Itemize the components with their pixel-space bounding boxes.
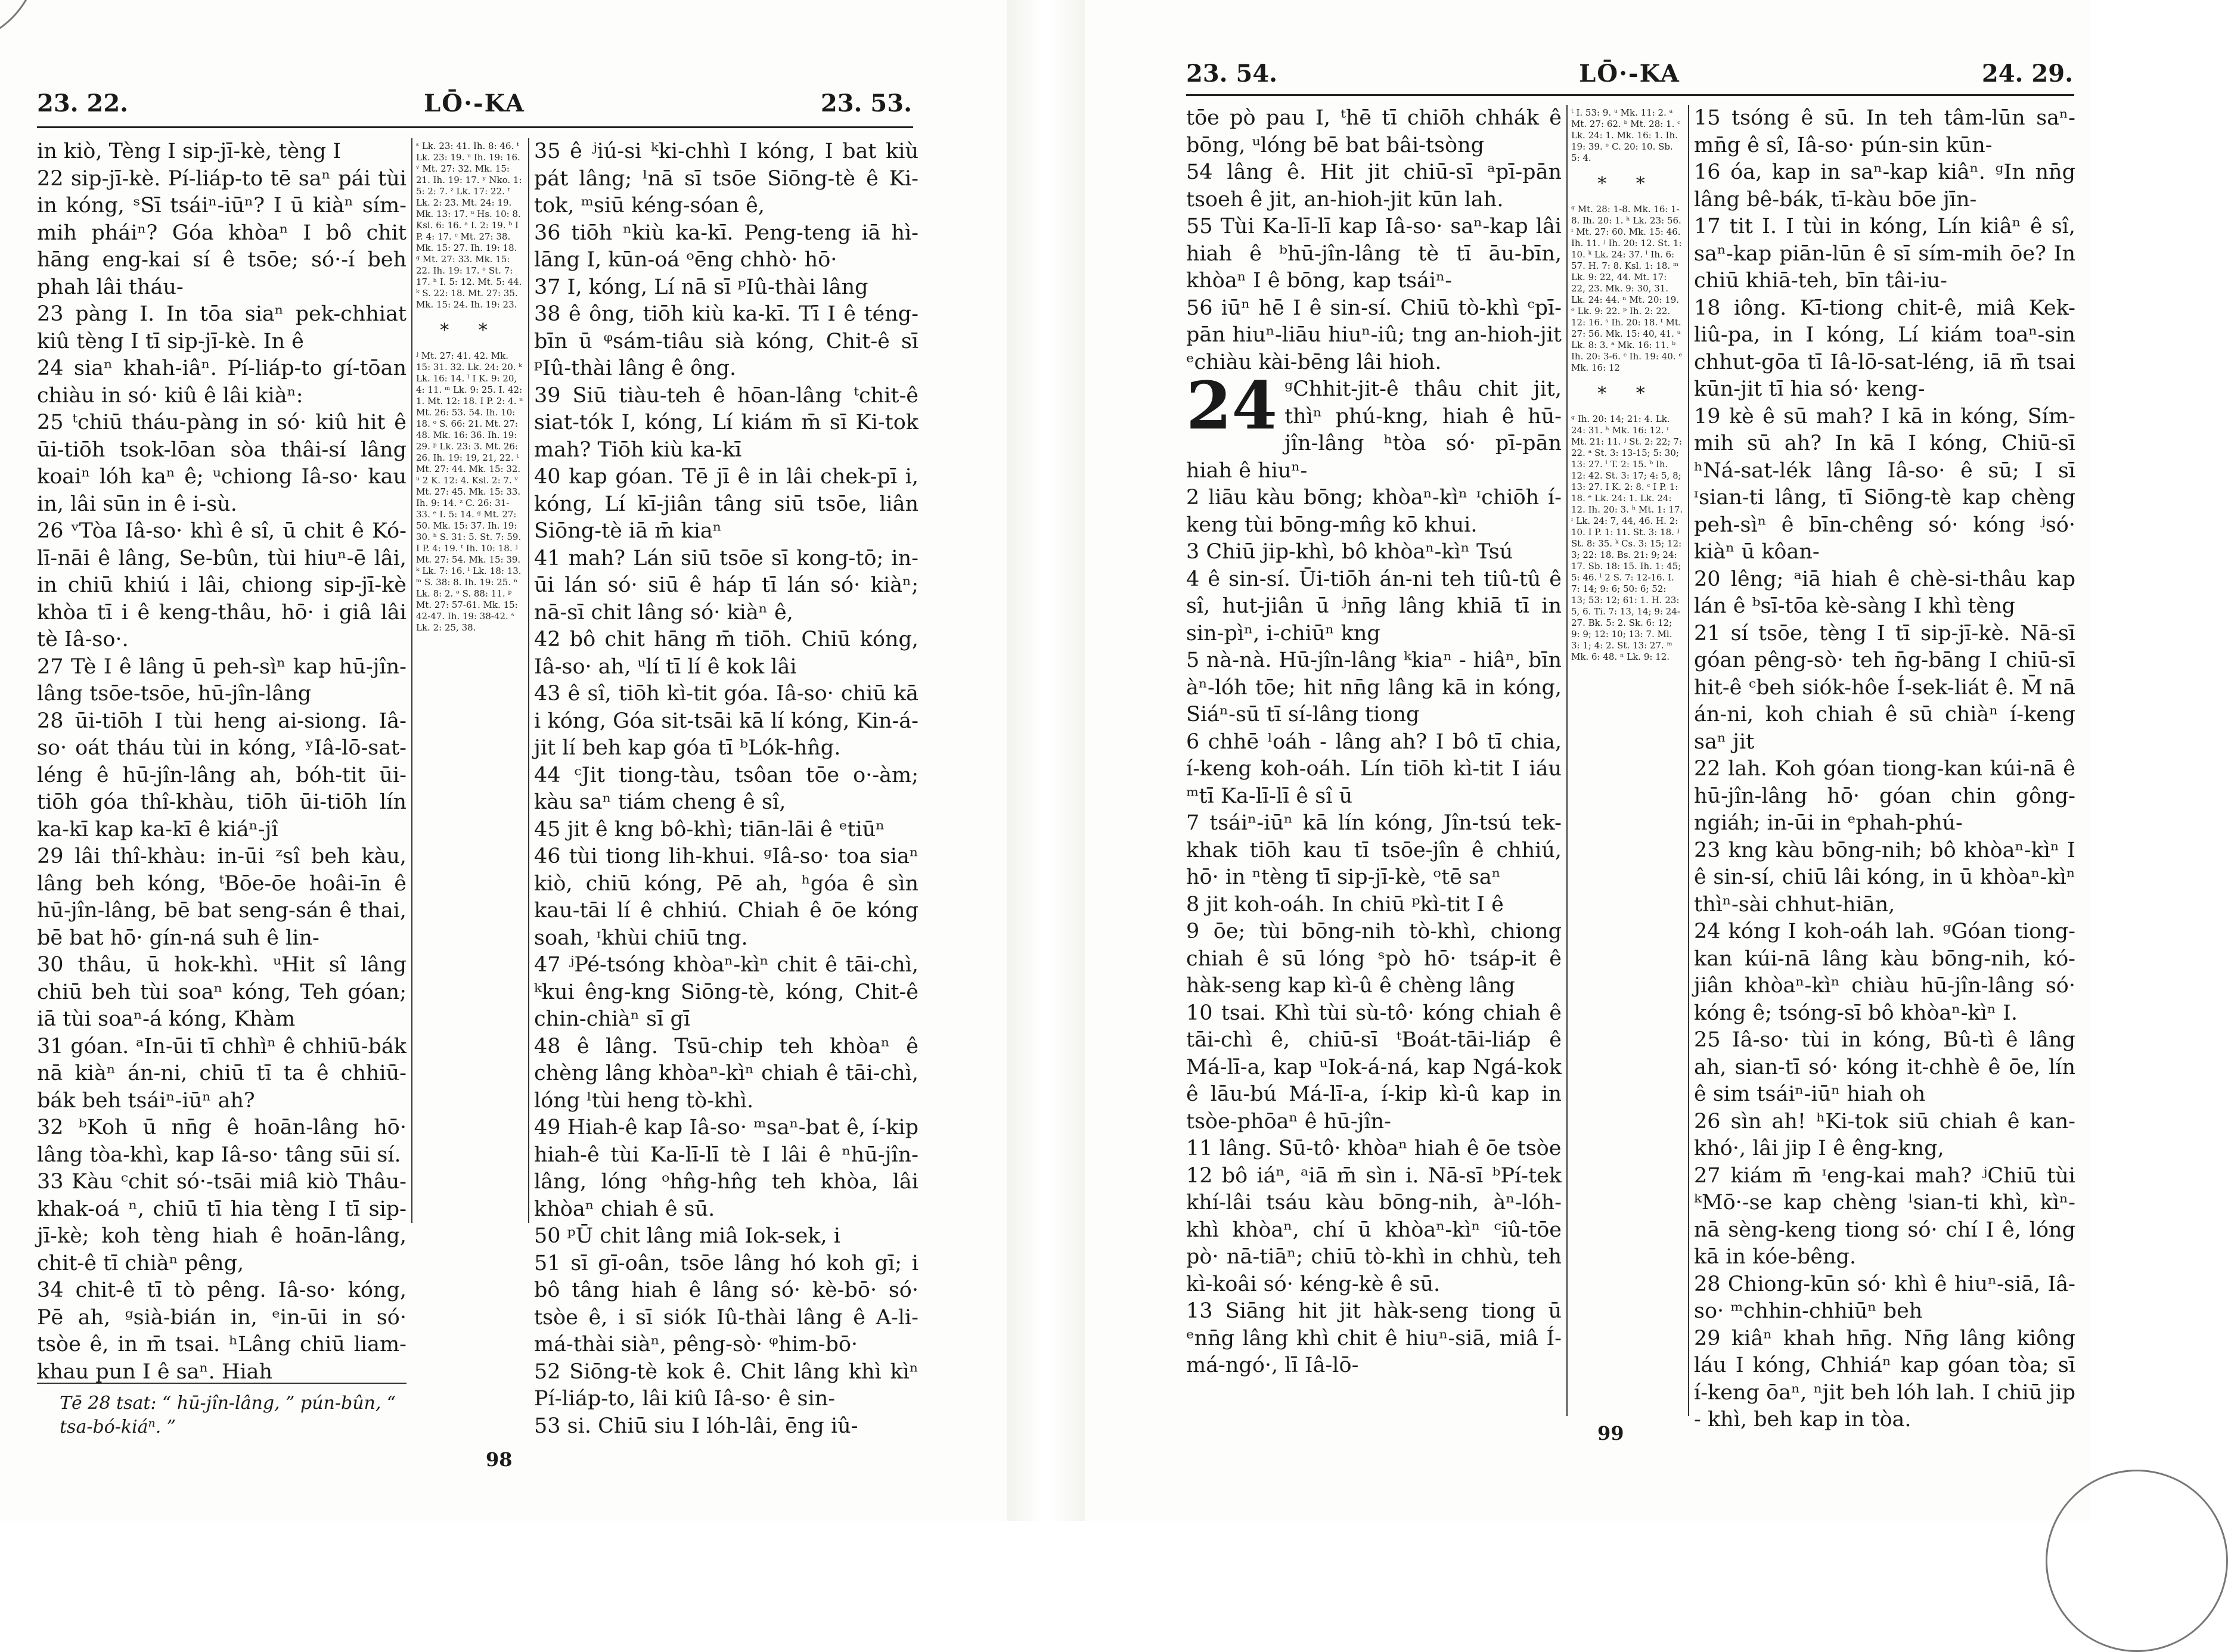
right-header-verse-end: 24. 29. <box>1981 60 2073 88</box>
verse-paragraph: 45 jit ê kng bô-khì; tiān-lāi ê ᵉtiūⁿ <box>534 817 885 841</box>
verse-paragraph: 3 Chiū jip-khì, bô khòaⁿ-kìⁿ Tsú <box>1186 540 1513 564</box>
verse-paragraph: 25 ᵗchiū tháu-pàng in só· kiû hit ê ūi-tiōh tsok-lōan sòa thâi-sí lâng koaiⁿ lóh kaⁿ ê; ᵘchiong Iâ-so· kau in, lâi sūn in ê i-sù. <box>37 411 406 516</box>
section-separator: * * <box>1597 383 1657 404</box>
left-cross-references <box>416 141 523 1231</box>
verse-paragraph: in kiò, Tèng I sip-jī-kè, tèng I <box>37 139 342 163</box>
page-corner-curl <box>0 0 39 45</box>
verse-paragraph: 16 óa, kap in saⁿ-kap kiâⁿ. ᵍIn nn̄g lâng bê-bák, tī-kàu bōe jīn- <box>1694 160 2075 212</box>
verse-paragraph: 23 pàng I. In tōa siaⁿ pek-chhiat kiû tèng I tī sip-jī-kè. In ê <box>37 302 406 353</box>
verse-paragraph: 22 lah. Koh góan tiong-kan kúi-nā ê hū-jîn-lâng hō· góan chin gông-ngiáh; in-ūi in ᵉphah-phú- <box>1694 757 2075 835</box>
verse-paragraph: 42 bô chit hāng m̄ tiōh. Chiū kóng, Iâ-so· ah, ᵘlí tī lí ê kok lâi <box>534 628 918 679</box>
reference-block: ᵍ Ih. 20: 14; 21: 4. Lk. 24: 31. ʰ Mk. 16: 12. ᶦ Mt. 21: 11. ʲ St. 2: 22; 7: 22. ᵃ St. 3: 13-15; 5: 30; 13: 27. ˡ T. 2: 15. ᵇ Ih. 12: 42. St. 3: 17; 4: 5, 8; 13: 27. I K. 2: 8. ᶜ I P. 1: 18. ᵉ Lk. 24: 1. Lk. 24: 12. Ih. 20: 3. ʰ Mt. 1: 17. ᶦ Lk. 24: 7, 44, 46. H. 2: 10. I P. 1: 11. St. 3: 18. ʲ St. 8: 35. ᵏ Cs. 3: 15; 12: 3; 22: 18. Bs. 21: 9; 24: 17. Sb. 18: 15. Ih. 1: 45; 5: 46. ˡ 2 S. 7: 12-16. I. 7: 14; 9: 6; 50: 6; 52: 13; 53: 12; 61: 1. H. 23: 5, 6. Ti. 7: 13, 14; 9: 24-27. Bk. 5: 2. Sk. 6: 12; 9: 9; 12: 10; 13: 7. Ml. 3: 1; 4: 2. St. 13: 27. ᵐ Mk. 6: 48. ⁿ Lk. 9: 12. <box>1571 414 1683 662</box>
verse-paragraph: 10 tsai. Khì tùi sù-tô· kóng chiah ê tāi-chì ê, chiū-sī ᵗBoát-tāi-liáp ê Má-lī-a, kap ᵘIok-á-ná, kap Ngá-kok ê lāu-bú Má-lī-a, í-kip kì-û kap in tsòe-phōaⁿ ê hū-jîn- <box>1186 1001 1562 1134</box>
reference-block: ˢ Lk. 23: 41. Ih. 8: 46. ᵗ Lk. 23: 19. ᵘ Ih. 19: 16. ᵛ Mt. 27: 32. Mk. 15: 21. Ih. 19: 17. ʸ Nko. 1: 5: 2: 7. ᶻ Lk. 17: 22. ᵗ Lk. 2: 23. Mt. 24: 19. Mk. 13: 17. ᵘ Hs. 10: 8. Ksl. 6: 16. ᵃ I. 2: 19. ᵇ I P. 4: 17. ᶜ Mt. 27: 38. Mk. 15: 27. Ih. 19: 18. ᵍ Mt. 27: 33. Mk. 15: 22. Ih. 19: 17. ᵉ St. 7: 17. ʰ I. 5: 12. Mt. 5: 44. ᵏ S. 22: 18. Mt. 27: 35. Mk. 15: 24. Ih. 19: 23. <box>416 141 522 310</box>
right-text-column-2 <box>1694 105 2075 1434</box>
left-header-rule <box>37 126 913 128</box>
verse-paragraph: 36 tiōh ⁿkiù ka-kī. Peng-teng iā hì-lāng I, kūn-oá ᵒēng chhò· hō· <box>534 221 918 272</box>
page-number: 98 <box>486 1448 513 1471</box>
verse-paragraph: 27 kiám m̄ ᶦeng-kai mah? ʲChiū tùi ᵏMō·-se kap chèng ˡsian-ti khì, kìⁿ-nā sèng-keng tiong só· chí I ê, lóng kā in kóe-bêng. <box>1694 1163 2075 1269</box>
verse-paragraph: 26 sìn ah! ʰKi-tok siū chiah ê kan-khó·, lâi jip I ê êng-kng, <box>1694 1109 2075 1160</box>
section-separator: * * <box>1597 173 1657 194</box>
verse-paragraph: 19 kè ê sū mah? I kā in kóng, Sím-mih sū ah? In kā I kóng, Chiū-sī ʰNá-sat-lék lâng Iâ-so· ê sū; I sī ᶦsian-ti lâng, tī Siōng-tè kap chèng peh-sìⁿ ê bīn-chêng só· kóng ʲsó· kiàⁿ ū kôan- <box>1694 404 2075 564</box>
verse-paragraph: 15 tsóng ê sū. In teh tâm-lūn saⁿ-mn̄g ê sî, Iâ-so· pún-sin kūn- <box>1694 106 2075 157</box>
right-text-column-1 <box>1186 105 1562 1404</box>
verse-paragraph: 31 góan. ᵃIn-ūi tī chhìⁿ ê chhiū-bák nā kiàⁿ án-ni, chiū tī ta ê chhiū-bák beh tsáiⁿ-iūⁿ ah? <box>37 1034 406 1113</box>
verse-paragraph: 50 ᵖŪ chit lâng miâ Iok-sek, i <box>534 1224 840 1248</box>
verse-paragraph: 48 ê lâng. Tsū-chip teh khòaⁿ ê chèng lâng khòaⁿ-kìⁿ chiah ê tāi-chì, lóng ˡtùi heng tò-khì. <box>534 1034 918 1113</box>
verse-paragraph: 4 ê sin-sí. Ūi-tiōh án-ni teh tiû-tû ê sî, hut-jiân ū ʲnn̄g lâng khiā tī in sin-pìⁿ, i-chiūⁿ kng <box>1186 567 1562 645</box>
reference-block: ᵍ Mt. 28: 1-8. Mk. 16: 1-8. Ih. 20: 1. ʰ Lk. 23: 56. ᶦ Mt. 27: 60. Mk. 15: 46. Ih. 11. ʲ Ih. 20: 12. St. 1: 10. ᵏ Lk. 24: 37. ˡ Ih. 6: 57. H. 7: 8. Ksl. 1: 18. ᵐ Lk. 9: 22, 44. Mt. 17: 22, 23. Mk. 9: 30, 31. Lk. 24: 44. ⁿ Mt. 20: 19. ᵒ Lk. 9: 22. ᵖ Ih. 2: 22. 12: 16. ˢ Ih. 20: 18. ᵗ Mt. 27: 56. Mk. 15: 40, 41. ᵘ Lk. 8: 3. ᵃ Mk. 16: 11. ᵇ Ih. 20: 3-6. ᶜ Ih. 19: 40. ᵉ Mk. 16: 12 <box>1571 204 1683 373</box>
chapter-number: 24 <box>1186 367 1278 444</box>
verse-paragraph: 5 nà-nà. Hū-jîn-lâng ᵏkiaⁿ - hiâⁿ, bīn àⁿ-lóh tōe; hit nn̄g lâng kā in kóng, Siáⁿ-sū tī sí-lâng tiong <box>1186 648 1562 726</box>
section-separator: * * <box>440 320 499 341</box>
verse-paragraph: 46 tùi tiong lih-khui. ᵍIâ-so· toa siaⁿ kiò, chiū kóng, Pē ah, ʰgóa ê sìn kau-tāi lí ê chhiú. Chiah ê ōe kóng soah, ᶦkhùi chiū tng. <box>534 844 918 950</box>
book-gutter <box>1007 0 1085 1521</box>
left-page <box>0 0 1007 1521</box>
footnote-rule <box>37 1383 406 1384</box>
verse-paragraph: 24 siaⁿ khah-iâⁿ. Pí-liáp-to gí-tōan chiàu in só· kiû ê lâi kiàⁿ: <box>37 356 406 408</box>
column-divider <box>1566 105 1568 1416</box>
verse-paragraph: 56 iūⁿ hē I ê sin-sí. Chiū tò-khì ᶜpī-pān hiuⁿ-liāu hiuⁿ-iû; tng an-hioh-jit ᵉchiàu kài-bēng lâi hioh. <box>1186 296 1562 374</box>
verse-paragraph: tōe pò pau I, ᵗhē tī chiōh chhák ê bōng, ᵘlóng bē bat bâi-tsòng <box>1186 106 1562 157</box>
footnote: Tē 28 tsat: “ hū-jîn-lâng, ” pún-bûn, “ tsa-bó-kiáⁿ. ” <box>60 1393 396 1437</box>
verse-paragraph: 12 bô iáⁿ, ᵃiā m̄ sìn i. Nā-sī ᵇPí-tek khí-lâi tsáu kàu bōng-nih, àⁿ-lóh-khì khòaⁿ, chí ū khòaⁿ-kìⁿ ᶜiû-tōe pò· nā-tiāⁿ; chiū tò-khì in chhù, teh kì-koâi só· kéng-kè ê sū. <box>1186 1163 1562 1296</box>
left-header-verse-start: 23. 22. <box>37 89 129 117</box>
verse-paragraph: 44 ᶜJit tiong-tàu, tsôan tōe o·-àm; kàu saⁿ tiám cheng ê sî, <box>534 763 918 814</box>
verse-paragraph: 11 lâng. Sū-tô· khòaⁿ hiah ê ōe tsòe <box>1186 1136 1562 1160</box>
verse-paragraph: 52 Siōng-tè kok ê. Chit lâng khì kìⁿ Pí-liáp-to, lâi kiû Iâ-so· ê sin- <box>534 1359 918 1411</box>
page-corner-curl <box>2046 1470 2228 1652</box>
column-divider <box>1688 105 1689 1416</box>
verse-paragraph: 53 si. Chiū siu I lóh-lâi, ēng iû- <box>534 1414 858 1438</box>
verse-paragraph: 54 lâng ê. Hit jit chiū-sī ᵃpī-pān tsoeh ê jit, an-hioh-jit kūn lah. <box>1186 160 1562 212</box>
verse-paragraph: 27 Tè I ê lâng ū peh-sìⁿ kap hū-jîn-lâng tsōe-tsōe, hū-jîn-lâng <box>37 654 406 706</box>
verse-paragraph: 26 ᵛTòa Iâ-so· khì ê sî, ū chit ê Kó-lī-nāi ê lâng, Se-bûn, tùi hiuⁿ-ē lâi, in chiū khiú i lâi, chiong sip-jī-kè khòa tī i ê keng-thâu, hō· i giâ lâi tè Iâ-so·. <box>37 519 406 651</box>
verse-paragraph: 55 Tùi Ka-lī-lī kap Iâ-so· saⁿ-kap lâi hiah ê ᵇhū-jîn-lâng tè tī āu-bīn, khòaⁿ I ê bōng, kap tsáiⁿ- <box>1186 215 1562 293</box>
chapter-opening-text: ᵍChhit-jit-ê thâu chit jit, thìⁿ phú-kng, hiah ê hū-jîn-lâng ʰtòa só· pī-pān hiah ê hiuⁿ- <box>1186 377 1562 483</box>
left-text-column-2 <box>534 138 918 1438</box>
reference-block: ʲ Mt. 27: 41. 42. Mk. 15: 31. 32. Lk. 24: 20. ᵏ Lk. 16: 14. ˡ I K. 9: 20, 4: 11. ᵐ Lk. 9: 25. I. 42: 1. Mt. 12: 18. I P. 2: 4. ⁿ Mt. 26: 53. 54. Ih. 10: 18. ᵒ S. 66: 21. Mt. 27: 48. Mk. 16: 36. Ih. 19: 29. ᵖ Lk. 23: 3. Mt. 26: 26. Ih. 19: 19, 21, 22. ᵗ Mt. 27: 44. Mk. 15: 32. ᵘ 2 K. 12: 4. Ksl. 2: 7. ᵛ Mt. 27: 45. Mk. 15: 33. Ih. 9: 14. ᶻ C. 26: 31-33. ᵉ I. 5: 14. ᵍ Mt. 27: 50. Mk. 15: 37. Ih. 19: 30. ʰ S. 31: 5. St. 7: 59. I P. 4: 19. ᵗ Ih. 10: 18. ʲ Mt. 27: 54. Mk. 15: 39. ᵏ Lk. 7: 16. ˡ Lk. 18: 13. ᵐ S. 38: 8. Ih. 19: 25. ⁿ Lk. 8: 2. ᵒ S. 88: 11. ᵖ Mt. 27: 57-61. Mk. 15: 42-47. Ih. 19: 38-42. ˢ Lk. 2: 25, 38. <box>416 350 523 633</box>
verse-paragraph: 41 mah? Lán siū tsōe sī kong-tō; in-ūi lán só· siū ê háp tī lán só· kiàⁿ; nā-sī chit lâng só· kiàⁿ ê, <box>534 546 918 625</box>
verse-paragraph: 39 Siū tiàu-teh ê hōan-lâng ᵗchit-ê siat-tók I, kóng, Lí kiám m̄ sī Ki-tok mah? Tiōh kiù ka-kī <box>534 383 918 462</box>
verse-paragraph: 2 liāu kàu bōng; khòaⁿ-kìⁿ ᶦchiōh í-keng tùi bōng-mn̂g kō khui. <box>1186 486 1562 537</box>
verse-paragraph: 47 ʲPé-tsóng khòaⁿ-kìⁿ chit ê tāi-chì, ᵏkui êng-kng Siōng-tè, kóng, Chit-ê chin-chiàⁿ sī gī <box>534 953 918 1031</box>
right-page <box>1085 0 2091 1521</box>
verse-paragraph: 32 ᵇKoh ū nn̄g ê hoān-lâng hō· lâng tòa-khì, kap Iâ-so· tâng sūi sí. <box>37 1116 406 1167</box>
right-cross-references <box>1571 107 1683 1418</box>
right-header-book-title: LŌ·-KA <box>1579 60 1680 88</box>
verse-paragraph: 34 chit-ê tī tò pêng. Iâ-so· kóng, Pē ah, ᵍsià-bián in, ᵉin-ūi in só· tsòe ê, in m̄ tsai. ʰLâng chiū liam-khau pun I ê saⁿ. Hiah <box>37 1278 406 1384</box>
verse-paragraph: 20 lêng; ᵃiā hiah ê chè-si-thâu kap lán ê ᵇsī-tōa kè-sàng I khì tèng <box>1694 567 2075 618</box>
right-header-verse-start: 23. 54. <box>1186 60 1278 88</box>
verse-paragraph: 37 I, kóng, Lí nā sī ᵖIû-thài lâng <box>534 275 868 299</box>
right-header-rule <box>1186 94 2074 96</box>
verse-paragraph: 23 kng kàu bōng-nih; bô khòaⁿ-kìⁿ I ê sin-sí, chiū lâi kóng, in ū khòaⁿ-kìⁿ thìⁿ-sài chhut-hiān, <box>1694 838 2075 917</box>
verse-paragraph: 22 sip-jī-kè. Pí-liáp-to tē saⁿ pái tùi in kóng, ˢSī tsáiⁿ-iūⁿ? I ū kiàⁿ sím-mih pháiⁿ? Góa khòaⁿ I bô chit hāng eng-kai sí ê tsōe; só·-í beh phah lâi tháu- <box>37 166 406 299</box>
verse-paragraph: 18 iông. Kī-tiong chit-ê, miâ Kek-liû-pa, in I kóng, Lí kiám toaⁿ-sin chhut-gōa tī Iâ-lō-sat-léng, iā m̄ tsai kūn-jit tī hia só· keng- <box>1694 296 2075 401</box>
verse-paragraph: 29 lâi thî-khàu: in-ūi ᶻsî beh kàu, lâng beh kóng, ᵗBōe-ōe hoâi-īn ê hū-jîn-lâng, bē bat seng-sán ê thai, bē bat hō· gín-ná suh ê lin- <box>37 844 406 950</box>
verse-paragraph: 24 kóng I koh-oáh lah. ᵍGóan tiong-kan kúi-nā lâng kàu bōng-nih, kó-jiân khòaⁿ-kìⁿ chiàu hū-jîn-lâng só· kóng ê; tsóng-sī bô khòaⁿ-kìⁿ I. <box>1694 920 2075 1025</box>
verse-paragraph: 51 sī gī-oân, tsōe lâng hó koh gī; i bô tâng hiah ê lâng só· kè-bō· só· tsòe ê, i sī siók Iû-thài lâng ê A-li-má-thài siàⁿ, pêng-sò· ᵠhim-bō· <box>534 1251 918 1356</box>
verse-paragraph: 49 Hiah-ê kap Iâ-so· ᵐsaⁿ-bat ê, í-kip hiah-ê tùi Ka-lī-lī tè I lâi ê ⁿhū-jîn-lâng, lóng ᵒhn̂g-hn̂g teh khòa, lâi khòaⁿ chiah ê sū. <box>534 1116 918 1221</box>
verse-paragraph: 28 ūi-tiōh I tùi heng ai-siong. Iâ-so· oát tháu tùi in kóng, ʸIâ-lō-sat-léng ê hū-jîn-lâng ah, bóh-tit ūi-tiōh góa thî-khàu, tiōh ūi-tiōh lín ka-kī kap ka-kī ê kiáⁿ-jî <box>37 709 406 841</box>
column-divider <box>411 138 412 1223</box>
verse-paragraph: 30 thâu, ū hok-khì. ᵘHit sî lâng chiū beh tùi soaⁿ kóng, Teh góan; iā tùi soaⁿ-á kóng, Khàm <box>37 953 406 1031</box>
verse-paragraph: 7 tsáiⁿ-iūⁿ kā lín kóng, Jîn-tsú tek-khak tiōh kau tī tsōe-jîn ê chhiú, hō· in ⁿtèng tī sip-jī-kè, ᵒtē saⁿ <box>1186 811 1562 889</box>
verse-paragraph: 40 kap góan. Tē jī ê in lâi chek-pī i, kóng, Lí kī-jiân tâng siū tsōe, liân Siōng-tè iā m̄ kiaⁿ <box>534 465 918 543</box>
verse-paragraph: 43 ê sî, tiōh kì-tit góa. Iâ-so· chiū kā i kóng, Góa sit-tsāi kā lí kóng, Kin-á-jit lí beh kap góa tī ᵇLók-hn̂g. <box>534 682 918 760</box>
verse-paragraph: 9 ōe; tùi bōng-nih tò-khì, chiong chiah ê sū lóng ˢpò hō· tsáp-it ê hàk-seng kap kì-û ê chèng lâng <box>1186 920 1562 998</box>
chapter-opening-paragraph <box>1186 367 1562 485</box>
left-text-column-1 <box>37 138 406 1384</box>
verse-paragraph: 25 Iâ-so· tùi in kóng, Bû-tì ê lâng ah, sian-tī só· kóng it-chhè ê ōe, lín ê sim tsáiⁿ-iūⁿ hiah oh <box>1694 1028 2075 1106</box>
verse-paragraph: 35 ê ʲiú-si ᵏki-chhì I kóng, I bat kiù pát lâng; ˡnā sī tsōe Siōng-tè ê Ki-tok, ᵐsiū kéng-sóan ê, <box>534 139 918 218</box>
verse-paragraph: 33 Kàu ᶜchit só·-tsāi miâ kiò Thâu-khak-oá ⁿ, chiū tī hia tèng I tī sip-jī-kè; koh tèng hiah ê hoān-lâng, chit-ê tī chiàⁿ pêng, <box>37 1170 406 1275</box>
verse-paragraph: 21 sí tsōe, tèng I tī sip-jī-kè. Nā-sī góan pêng-sò· teh n̄g-bāng I chiū-sī hit-ê ᶜbeh siók-hôe Í-sek-liát ê. M̄ nā án-ni, koh chiah ê sū chiàⁿ í-keng saⁿ jit <box>1694 621 2075 754</box>
page-number: 99 <box>1597 1422 1624 1445</box>
column-divider <box>528 138 529 1223</box>
left-header-book-title: LŌ·-KA <box>424 89 525 117</box>
left-running-header <box>37 89 912 131</box>
verse-paragraph: 28 Chiong-kūn só· khì ê hiuⁿ-siā, Iâ-so· ᵐchhin-chhiūⁿ beh <box>1694 1272 2075 1323</box>
verse-paragraph: 8 jit koh-oáh. In chiū ᵖkì-tit I ê <box>1186 892 1504 917</box>
left-header-verse-end: 23. 53. <box>820 89 912 117</box>
verse-paragraph: 38 ê ông, tiōh kiù ka-kī. Tī I ê téng-bīn ū ᵠsám-tiâu sià kóng, Chit-ê sī ᵖIû-thài lâng ê ông. <box>534 302 918 380</box>
verse-paragraph: 29 kiâⁿ khah hn̄g. Nn̄g lâng kiông láu I kóng, Chhiáⁿ kap góan tòa; sī í-keng ōaⁿ, ⁿjit beh lóh lah. I chiū jip - khì, beh kap in tòa. <box>1694 1326 2075 1431</box>
reference-block: ᵗ I. 53: 9. ᵘ Mk. 11: 2. ᵃ Mt. 27: 62. ᵇ Mt. 28: 1. ᶜ Lk. 24: 1. Mk. 16: 1. Ih. 19: 39. ᵉ C. 20: 10. Sb. 5: 4. <box>1571 107 1681 163</box>
verse-paragraph: 17 tit I. I tùi in kóng, Lín kiâⁿ ê sî, saⁿ-kap piān-lūn ê sī sím-mih ōe? In chiū khiā-teh, bīn tâi-iu- <box>1694 215 2075 293</box>
verse-paragraph: 13 Siāng hit jit hàk-seng tiong ū ᵉnn̄g lâng khì chit ê hiuⁿ-siā, miâ Í-má-ngó·, lī Iâ-lō- <box>1186 1299 1562 1377</box>
verse-paragraph: 6 chhē ˡoáh - lâng ah? I bô tī chia, í-keng koh-oáh. Lín tiōh kì-tit I iáu ᵐtī Ka-lī-lī ê sî ū <box>1186 729 1562 808</box>
